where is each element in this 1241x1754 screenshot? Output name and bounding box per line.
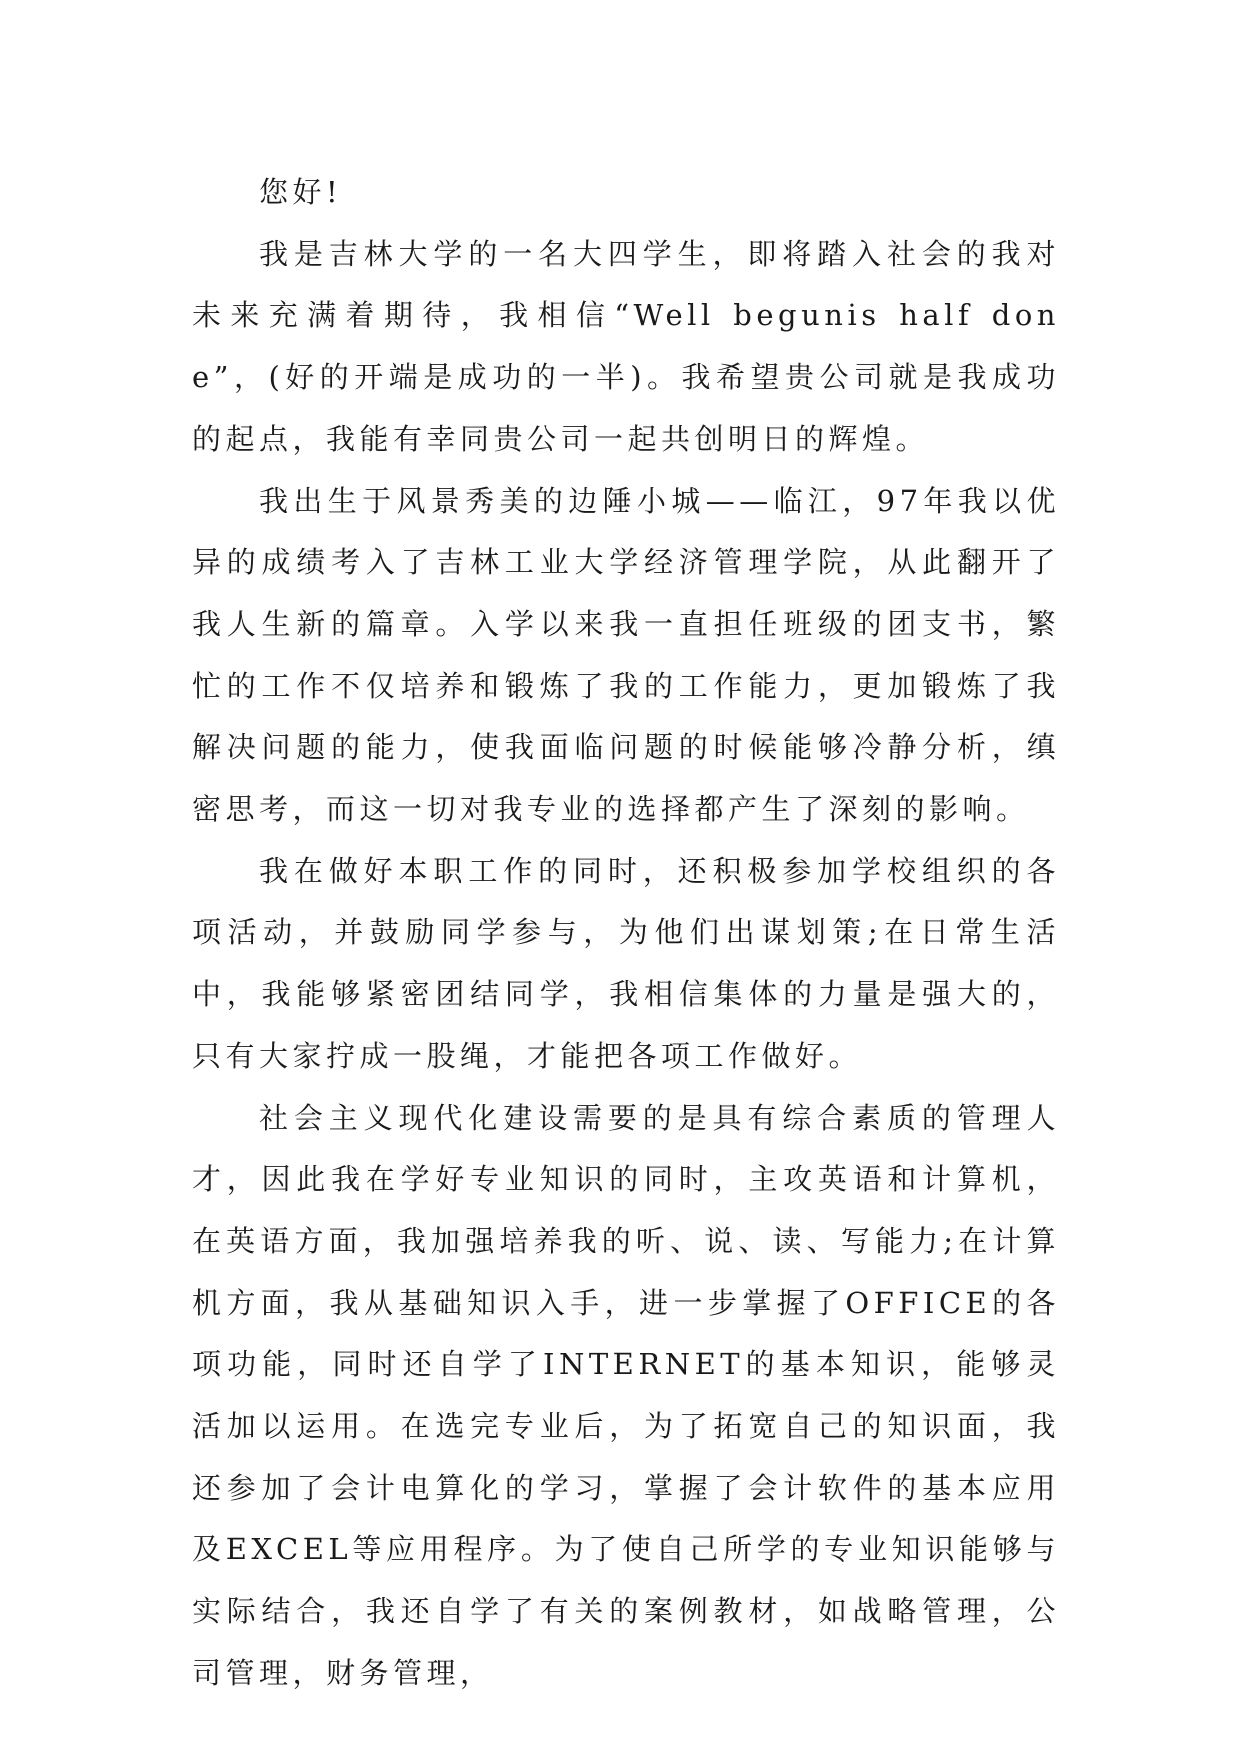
paragraph-skills: 社会主义现代化建设需要的是具有综合素质的管理人才，因此我在学好专业知识的同时，主攻英语和计算机，在英语方面，我加强培养我的听、说、读、写能力;在计算机方面，我从基础知识入手，进一步掌握了OFFICE的各项功能，同时还自学了INTERNET的基本知识，能够灵活加以运用。在选完专业后，为了拓宽自己的知识面，我还参加了会计电算化的学习，掌握了会计软件的基本应用及EXCEL等应用程序。为了使自己所学的专业知识能够与实际结合，我还自学了有关的案例教材，如战略管理，公司管理，财务管理， <box>192 1100 1060 1690</box>
paragraph-activities: 我在做好本职工作的同时，还积极参加学校组织的各项活动，并鼓励同学参与，为他们出谋划策;在日常生活中，我能够紧密团结同学，我相信集体的力量是强大的，只有大家拧成一股绳，才能把各项工作做好。 <box>192 853 1060 1073</box>
paragraph-background: 我出生于风景秀美的边陲小城——临江，97年我以优异的成绩考入了吉林工业大学经济管理学院，从此翻开了我人生新的篇章。入学以来我一直担任班级的团支书，繁忙的工作不仅培养和锻炼了我的工作能力，更加锻炼了我解决问题的能力，使我面临问题的时候能够冷静分析，缜密思考，而这一切对我专业的选择都产生了深刻的影响。 <box>192 483 1060 827</box>
letter-body <box>192 162 1060 1705</box>
paragraph-intro: 我是吉林大学的一名大四学生，即将踏入社会的我对未来充满着期待，我相信“Well begunis half done”，(好的开端是成功的一半)。我希望贵公司就是我成功的起点，我能有幸同贵公司一起共创明日的辉煌。 <box>192 236 1060 456</box>
greeting: 您好! <box>259 175 343 209</box>
